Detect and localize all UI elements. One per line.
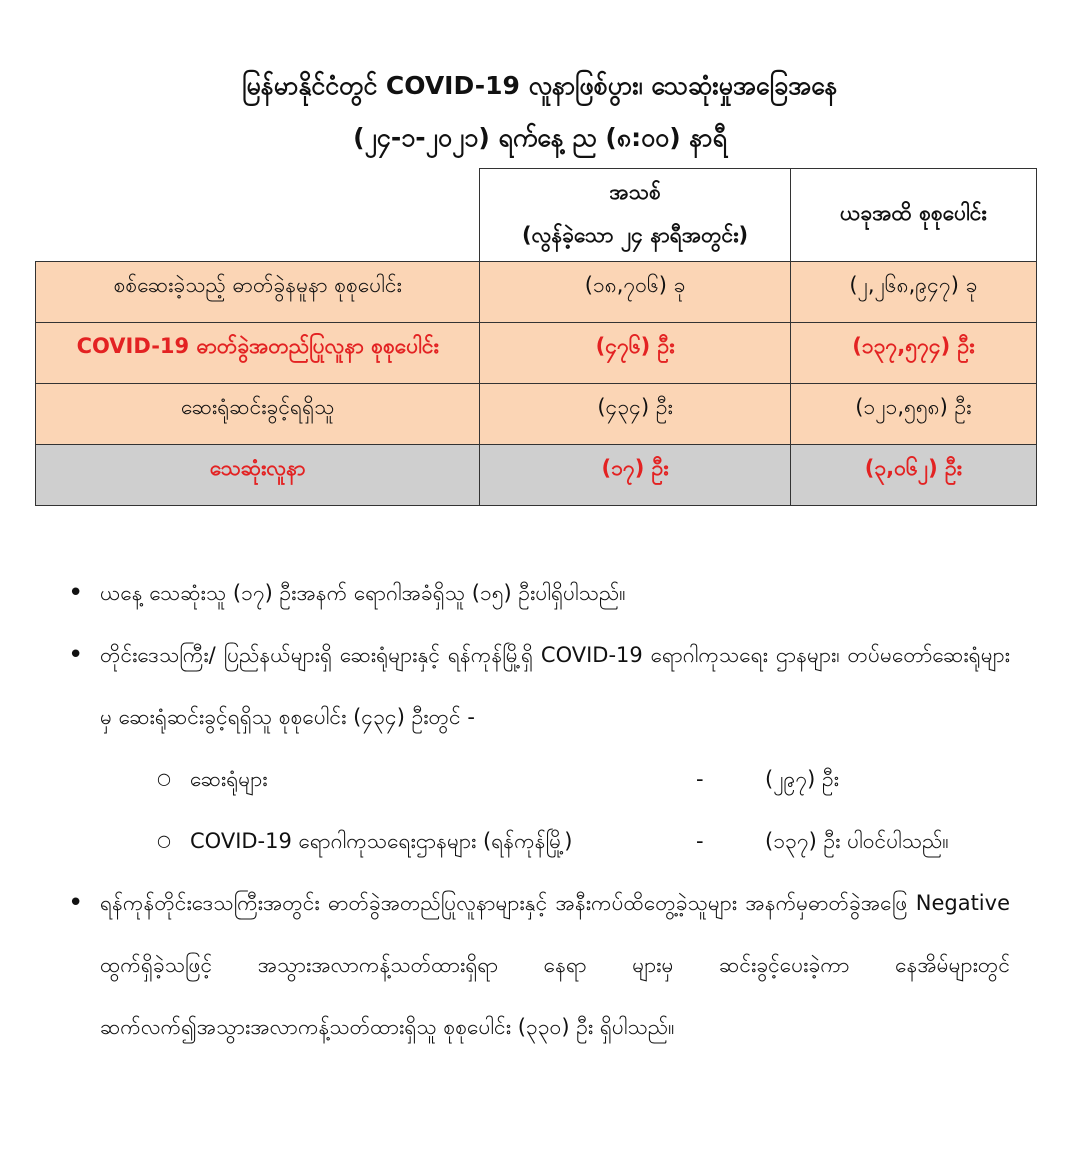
row-new-value: (၁၈,၇၀၆) ခု xyxy=(480,262,790,323)
sub-item-value: (၁၃၇) ဦး ပါဝင်ပါသည်။ xyxy=(765,829,949,853)
table-header-row xyxy=(36,169,1037,262)
sub-item-treatment-centers xyxy=(60,810,1010,872)
sub-item-hospitals xyxy=(60,748,1010,810)
row-total-value: (၁၃၇,၅၇၄) ဦး xyxy=(790,323,1036,384)
row-label: ဆေးရုံဆင်းခွင့်ရရှိသူ xyxy=(36,384,480,445)
title-line-2: (၂၄-၁-၂၀၂၁) ရက်နေ့ ည (၈:၀၀) နာရီ xyxy=(353,123,727,152)
row-label: COVID-19 ဓာတ်ခွဲအတည်ပြုလူနာ စုစုပေါင်း xyxy=(36,323,480,384)
discharged-sublist xyxy=(60,748,1010,872)
row-total-value: (၃,၀၆၂) ဦး xyxy=(790,445,1036,506)
row-label: သေဆုံးလူနာ xyxy=(36,445,480,506)
note-deaths-underlying: • ယနေ့ သေဆုံးသူ (၁၇) ဦးအနက် ရောဂါအခံရှိသူ (၁၅) ဦးပါရှိပါသည်။ xyxy=(60,562,1010,624)
table-row-confirmed-cases xyxy=(36,323,1037,384)
sub-item-label: ဆေးရုံများ xyxy=(190,767,268,791)
row-new-value: (၄၃၄) ဦး xyxy=(480,384,790,445)
title-line-1: မြန်မာနိုင်ငံတွင် COVID-19 လူနာဖြစ်ပွား၊ သေဆုံးမှုအခြေအနေ xyxy=(242,71,838,100)
sub-item-label: COVID-19 ရောဂါကုသရေးဌာနများ (ရန်ကုန်မြို့) xyxy=(190,829,573,853)
note-discharged xyxy=(60,624,1010,748)
note-discharged-breakdown xyxy=(60,748,1010,872)
sub-item-dash: - xyxy=(696,829,704,853)
header-blank-cell xyxy=(36,169,480,262)
row-new-value: (၁၇) ဦး xyxy=(480,445,790,506)
note-discharged-text: တိုင်းဒေသကြီး/ ပြည်နယ်များရှိ ဆေးရုံများနှင့် ရန်ကုန်မြို့ရှိ COVID-19 ရောဂါကုသရေး ဌာနများ၊ တပ်မတော်ဆေးရုံများမှ ဆေးရုံဆင်းခွင့်ရရှိသူ စုစုပေါင်း (၄၃၄) ဦးတွင် - xyxy=(100,643,1010,729)
header-new-cell xyxy=(480,169,790,262)
table-row-discharged xyxy=(36,384,1037,445)
sub-item-dash: - xyxy=(696,767,704,791)
header-total: ယခုအထိ စုစုပေါင်း xyxy=(790,169,1036,262)
row-total-value: (၁၂၁,၅၅၈) ဦး xyxy=(790,384,1036,445)
notes-list xyxy=(60,562,1010,1058)
header-new-line1: အသစ် xyxy=(609,180,661,204)
note-quarantine: • ရန်ကုန်တိုင်းဒေသကြီးအတွင်း ဓာတ်ခွဲအတည်ပြုလူနာများနှင့် အနီးကပ်ထိတွေ့ခဲ့သူများ အနက်မှဓာတ်ခွဲအဖြေ Negative ထွက်ရှိခဲ့သဖြင့် အသွားအလာကန့်သတ်ထားရှိရာ နေရာ များမှ ဆင်းခွင့်ပေးခဲ့ကာ နေအိမ်များတွင် ဆက်လက်၍အသွားအလာကန့်သတ်ထားရှိသူ စုစုပေါင်း (၃၃၀) ဦး ရှိပါသည်။ xyxy=(60,872,1010,1058)
statistics-table xyxy=(35,168,1037,506)
table-row-deaths xyxy=(36,445,1037,506)
header-new-line2: (လွန်ခဲ့သော ၂၄ နာရီအတွင်း) xyxy=(522,223,749,247)
sub-item-value: (၂၉၇) ဦး xyxy=(765,767,839,791)
table-row-samples-tested xyxy=(36,262,1037,323)
row-label: စစ်ဆေးခဲ့သည့် ဓာတ်ခွဲနမူနာ စုစုပေါင်း xyxy=(36,262,480,323)
row-new-value: (၄၇၆) ဦး xyxy=(480,323,790,384)
row-total-value: (၂,၂၆၈,၉၄၇) ခု xyxy=(790,262,1036,323)
